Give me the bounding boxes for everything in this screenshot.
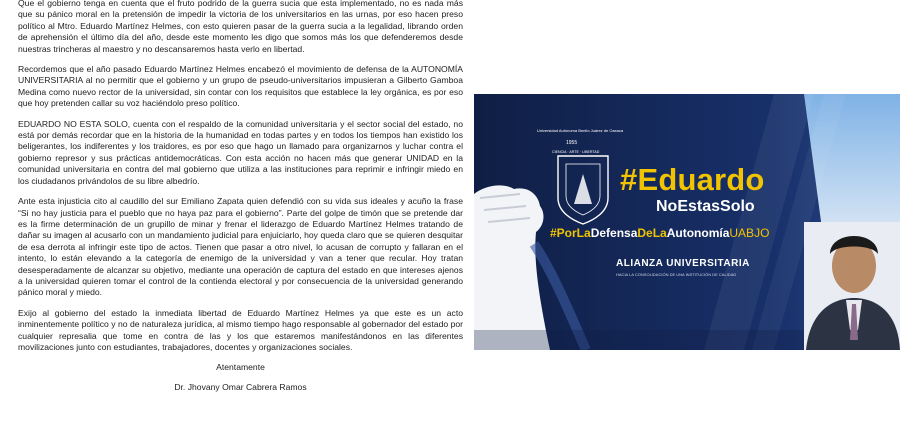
university-name: Universidad Autónoma Benito Juárez de Oaxaca (536, 128, 624, 133)
defensa-part-5: UABJO (729, 226, 770, 240)
letter-closing (18, 362, 463, 393)
signature-name: Dr. Jhovany Omar Cabrera Ramos (174, 381, 307, 392)
letter-paragraph-1: Que el gobierno tenga en cuenta que el fruto podrido de la guerra sucia que esta implementado, no es nada más que su pánico moral en la pretensión de impedir la victoria de los universitarios en las urnas, por eso hacen preso político al Mtro. Eduardo Martínez Helmes, con esto quieren pasar de la guerra sucia a la legalidad, librando orden de aprehensión el último día del año, desde este momento les digo que somos más los que defenderemos desde nuestras trincheras al maestro y no descansaremos hasta verlo en libertad. (18, 0, 463, 54)
alianza-universitaria-logo: ALIANZA UNIVERSITARIA (616, 258, 750, 269)
hashtag-eduardo: #Eduardo (620, 162, 765, 197)
letter-paragraph-5: Exijo al gobierno del estado la inmediata libertad de Eduardo Martínez Helmes ya que este es un acto inminentemente político y no de naturaleza jurídica, al mismo tiempo hago responsable al gobernador del estado por cualquier represalia que tome en contra de las y los que estaremos manifestándonos en las diferentes movilizaciones junto con estudiantes, trabajadores, docentes y organizaciones sociales. (18, 307, 463, 352)
defensa-part-1: #PorLa (550, 226, 591, 240)
defensa-part-4: Autonomía (666, 226, 730, 240)
letter-paragraph-4: Ante esta injusticia cito al caudillo del sur Emiliano Zapata quien defendió con su vida sus ideales y acuño la frase “Si no hay justicia para el pueblo que no haya paz para el gobierno”. Parte del golpe de timón que se pretende dar es la firme determinación de un grupillo de minar y frenar el liderazgo de Eduardo Martínez Helmes tratando de dañar su imagen al acusarlo con un mandamiento judicial para enjuiciarlo, hoy queda claro que se quieren desquitar de esa derrota al infringir este tipo de actos. Tienen que pasar a otro nivel, lo acusan de corrupto y fallaran en el intento, lo están elevando a la categoría de enemigo de la universidad y van a tener que recular. Hoy tratan desesperadamente de alcanzar su objetivo, mediante una operación de captura del estado en que intereses ajenos a la universidad quieren tomar el control de la contienda electoral y por consecuencia de la universidad generando pánico moral y miedo. (18, 196, 463, 298)
university-year: 1955 (566, 140, 578, 146)
speaker-photo (804, 222, 900, 350)
campaign-poster (474, 94, 900, 350)
alianza-tagline: HACIA LA CONSOLIDACIÓN DE UNA INSTITUCIÓN DE CALIDAD (616, 272, 737, 277)
university-motto: CIENCIA · ARTE · LIBERTAD (552, 150, 600, 154)
letter-body (18, 0, 463, 444)
defensa-part-3: DeLa (637, 226, 667, 240)
hashtag-no-estas-solo: NoEstasSolo (656, 198, 755, 215)
defensa-part-2: Defensa (590, 226, 638, 240)
closing-line: Atentamente (216, 362, 265, 373)
letter-paragraph-2: Recordemos que el año pasado Eduardo Martínez Helmes encabezó el movimiento de defensa de la AUTONOMÍA UNIVERSITARIA al no permitir que el gobierno y un grupo de pseudo-universitarios impusieran a Gilberto Gamboa Medina como nuevo rector de la universidad, sin contar con los requisitos que establece la ley orgánica, es por eso que hoy pretenden callar su voz haciéndolo preso político. (18, 64, 463, 109)
letter-paragraph-3: EDUARDO NO ESTA SOLO, cuenta con el respaldo de la comunidad universitaria y el sector social del estado, no está por demás recordar que en la historia de la humanidad en todas partes y en todos los tiempos han existido los beligerantes, los indiferentes y los traidores, es por eso que hago un llamado para organizarnos y luchar contra el gobierno represor y sus prácticas antidemocráticas. Con esta acción no hacen más que generar UNIDAD en la comunidad universitaria en contra del mal gobierno que utiliza a las instituciones para reprimir e infringir miedo en los ciudadanos privándolos de su libre albedrío. (18, 118, 463, 186)
hashtag-defensa-autonomia (550, 226, 769, 240)
